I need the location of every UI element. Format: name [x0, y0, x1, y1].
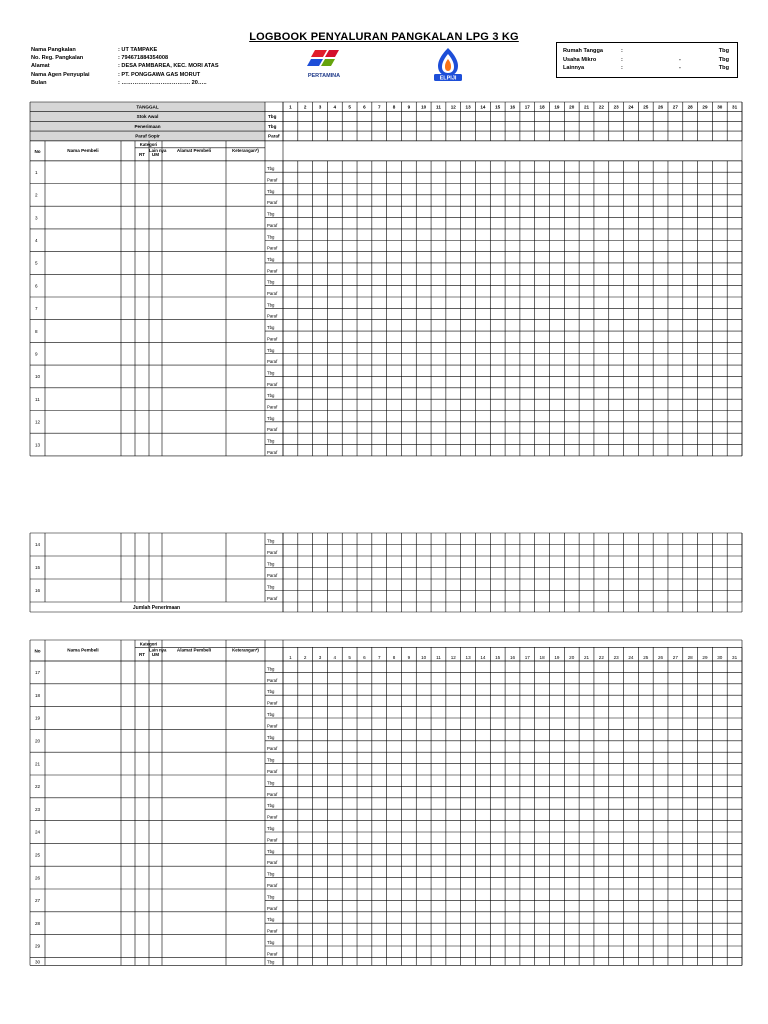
row-number: 10 — [35, 374, 41, 380]
header-nama: Nama Pembeli — [67, 147, 99, 153]
row-number: 12 — [35, 419, 41, 425]
day-number: 23 — [613, 104, 619, 110]
unit-tbg: Tbg — [267, 757, 275, 763]
unit-tbg: Tbg — [267, 347, 275, 353]
unit-tbg: Tbg — [267, 848, 275, 854]
day-number: 29 — [702, 654, 708, 660]
day-number: 7 — [377, 654, 381, 660]
row-number: 25 — [35, 852, 41, 858]
day-number: 26 — [658, 654, 664, 660]
row-number: 16 — [35, 588, 41, 594]
unit-paraf: Paraf — [267, 883, 278, 888]
unit-tbg: Tbg — [267, 302, 275, 308]
row-number: 5 — [35, 260, 38, 266]
category-label: Rumah Tangga — [563, 48, 603, 54]
unit-tbg: Tbg — [267, 780, 275, 786]
day-number: 13 — [465, 104, 471, 110]
day-number: 22 — [598, 104, 604, 110]
unit-tbg: Tbg — [267, 325, 275, 331]
unit-tbg: Tbg — [267, 370, 275, 376]
row-number: 19 — [35, 715, 41, 721]
info-value: : ………………………………. 20….. — [118, 79, 207, 86]
day-number: 19 — [554, 654, 560, 660]
unit-tbg: Tbg — [267, 538, 275, 544]
row-number: 3 — [35, 215, 38, 221]
unit-paraf: Paraf — [267, 245, 278, 251]
day-number: 7 — [377, 104, 381, 110]
category-dash: - — [679, 65, 681, 71]
header-ket: Keterangan*) — [232, 647, 259, 653]
unit-tbg: Tbg — [267, 188, 275, 194]
header-rt: RT — [138, 151, 146, 157]
day-number: 15 — [495, 104, 501, 110]
unit-paraf: Paraf — [267, 381, 278, 387]
day-number: 9 — [407, 104, 411, 110]
day-number: 24 — [628, 104, 634, 110]
info-label: No. Reg. Pangkalan — [31, 55, 84, 62]
unit-paraf: Paraf — [267, 291, 278, 296]
day-number: 18 — [539, 654, 545, 660]
day-number: 24 — [628, 654, 634, 660]
unit-paraf: Paraf — [267, 769, 278, 774]
day-number: 15 — [495, 654, 501, 660]
unit-paraf: Paraf — [267, 905, 278, 911]
top-row-label: TANGGAL — [136, 104, 159, 110]
day-number: 26 — [658, 104, 664, 110]
top-row-unit: Paraf — [268, 133, 280, 139]
header-um: UM — [151, 151, 160, 157]
category-label: Lainnya — [563, 65, 585, 71]
header-ket: Keterangan*) — [232, 147, 259, 153]
day-number: 4 — [333, 104, 337, 110]
unit-tbg: Tbg — [267, 803, 275, 809]
day-number: 11 — [436, 654, 441, 660]
row-number: 24 — [35, 829, 41, 835]
info-label: Alamat — [31, 63, 50, 70]
day-number: 30 — [717, 654, 723, 660]
category-unit: Tbg — [718, 65, 729, 71]
info-value: : UT TAMPAKE — [118, 47, 158, 53]
category-colon: : — [621, 65, 623, 71]
day-number: 21 — [583, 104, 590, 110]
unit-tbg: Tbg — [267, 234, 275, 240]
unit-tbg: Tbg — [267, 940, 275, 945]
unit-paraf: Paraf — [267, 313, 278, 319]
day-number: 17 — [524, 104, 530, 110]
day-number: 25 — [643, 104, 649, 110]
day-number: 1 — [289, 104, 292, 110]
day-number: 8 — [392, 654, 396, 660]
row-number: 7 — [35, 306, 38, 312]
unit-tbg: Tbg — [267, 712, 275, 717]
row-number: 8 — [35, 328, 38, 334]
header-nama: Nama Pembeli — [67, 647, 99, 653]
unit-paraf: Paraf — [267, 550, 278, 555]
row-number: 9 — [35, 351, 38, 357]
day-number: 6 — [363, 104, 366, 110]
day-number: 3 — [318, 654, 322, 660]
day-number: 4 — [333, 654, 337, 660]
unit-paraf: Paraf — [267, 200, 278, 206]
day-number: 12 — [450, 104, 456, 110]
row-number: 11 — [35, 396, 40, 402]
page-title: LOGBOOK PENYALURAN PANGKALAN LPG 3 KG — [249, 31, 519, 43]
elpiji-logo-text: ELPIJI — [439, 75, 457, 82]
day-number: 1 — [289, 654, 292, 660]
unit-paraf: Paraf — [267, 860, 278, 866]
unit-tbg: Tbg — [267, 415, 275, 421]
jumlah-penerimaan-label: Jumlah Penerimaan — [132, 605, 181, 611]
unit-paraf: Paraf — [267, 427, 278, 433]
unit-tbg: Tbg — [267, 561, 275, 567]
row-number: 4 — [35, 237, 38, 243]
day-number: 25 — [643, 654, 649, 660]
day-number: 16 — [509, 654, 516, 660]
category-colon: : — [621, 56, 623, 63]
day-number: 28 — [687, 654, 693, 660]
unit-tbg: Tbg — [267, 871, 275, 877]
day-number: 28 — [687, 104, 693, 110]
unit-tbg: Tbg — [267, 734, 275, 740]
unit-tbg: Tbg — [267, 826, 275, 831]
unit-paraf: Paraf — [267, 449, 278, 455]
row-number: 22 — [35, 784, 41, 790]
info-label: Nama Pangkalan — [31, 47, 76, 53]
day-number: 10 — [421, 104, 427, 110]
unit-paraf: Paraf — [267, 404, 278, 410]
unit-tbg: Tbg — [267, 438, 275, 444]
header-no: No — [34, 148, 41, 154]
unit-tbg: Tbg — [267, 211, 275, 217]
row-number: 27 — [35, 898, 41, 904]
day-number: 8 — [392, 104, 396, 110]
day-number: 22 — [598, 654, 604, 660]
unit-tbg: Tbg — [267, 666, 275, 672]
header-lain: Lain nya — [149, 147, 167, 153]
unit-tbg: Tbg — [267, 689, 275, 695]
unit-paraf: Paraf — [267, 573, 278, 578]
day-number: 9 — [407, 654, 411, 660]
header-um: UM — [151, 651, 160, 657]
unit-tbg: Tbg — [267, 393, 275, 399]
header-rt: RT — [138, 651, 146, 657]
unit-paraf: Paraf — [267, 951, 278, 957]
category-unit: Tbg — [718, 56, 729, 63]
unit-tbg: Tbg — [267, 279, 275, 285]
category-dash: - — [679, 56, 681, 63]
day-number: 6 — [363, 654, 366, 660]
unit-tbg: Tbg — [267, 584, 275, 590]
row-number: 17 — [35, 670, 41, 676]
row-number: 15 — [35, 565, 41, 571]
unit-tbg: Tbg — [267, 166, 275, 172]
day-number: 31 — [732, 654, 738, 660]
top-row-unit: Tbg — [268, 123, 277, 129]
day-number: 31 — [732, 104, 738, 110]
unit-tbg: Tbg — [267, 256, 275, 262]
day-number: 16 — [509, 104, 516, 110]
pertamina-logo-text: PERTAMINA — [307, 73, 341, 79]
row-number: 18 — [35, 692, 41, 698]
unit-paraf: Paraf — [267, 596, 278, 601]
day-number: 29 — [702, 104, 708, 110]
header-no: No — [34, 648, 41, 654]
top-row-label: Stok Awal — [136, 114, 159, 120]
row-number: 6 — [35, 283, 38, 289]
day-number: 5 — [348, 104, 351, 110]
day-number: 13 — [465, 654, 471, 660]
info-value: : 794671884354008 — [118, 55, 169, 62]
unit-paraf: Paraf — [267, 677, 278, 683]
category-colon: : — [621, 48, 623, 54]
day-number: 20 — [569, 104, 575, 110]
day-number: 11 — [436, 104, 441, 110]
unit-paraf: Paraf — [267, 928, 278, 934]
info-label: Bulan — [31, 79, 47, 86]
row-number: 2 — [35, 192, 38, 198]
day-number: 5 — [348, 654, 351, 660]
unit-paraf: Paraf — [267, 336, 278, 342]
top-row-label: Penerimaan — [134, 123, 161, 129]
row-number: 21 — [35, 761, 41, 767]
unit-paraf: Paraf — [267, 837, 278, 843]
header-kategori: Kategori — [139, 142, 158, 148]
unit-paraf: Paraf — [267, 746, 278, 752]
unit-paraf: Paraf — [267, 791, 278, 797]
day-number: 27 — [672, 654, 678, 660]
unit-paraf: Paraf — [267, 359, 278, 365]
row-number: 23 — [35, 806, 41, 812]
row-number: 13 — [35, 442, 41, 448]
unit-paraf: Paraf — [267, 268, 278, 274]
info-value: : DESA PAMBAREA, KEC. MORI ATAS — [118, 63, 219, 70]
row-number: 20 — [35, 738, 41, 744]
row-number: 1 — [35, 169, 38, 175]
day-number: 3 — [318, 104, 322, 110]
unit-paraf: Paraf — [267, 177, 278, 183]
day-number: 10 — [421, 654, 427, 660]
unit-paraf: Paraf — [267, 222, 278, 228]
day-number: 14 — [480, 654, 486, 660]
category-unit: Tbg — [718, 48, 729, 54]
day-number: 12 — [450, 654, 456, 660]
day-number: 2 — [303, 104, 307, 110]
day-number: 2 — [303, 654, 307, 660]
day-number: 23 — [613, 654, 619, 660]
unit-tbg: Tbg — [267, 917, 275, 923]
category-label: Usaha Mikro — [563, 56, 597, 63]
day-number: 14 — [480, 104, 486, 110]
info-label: Nama Agen Penyuplai — [31, 71, 90, 78]
header-kategori: Kategori — [139, 641, 158, 647]
day-number: 20 — [569, 654, 575, 660]
row-number: 28 — [35, 920, 41, 926]
row-number: 29 — [35, 943, 41, 949]
top-row-label: Paraf Sopir — [135, 133, 160, 139]
unit-paraf: Paraf — [267, 723, 278, 729]
row-number: 14 — [35, 542, 41, 548]
row-number: 30 — [35, 959, 41, 965]
day-number: 17 — [524, 654, 530, 660]
day-number: 18 — [539, 104, 545, 110]
day-number: 30 — [717, 104, 723, 110]
unit-tbg: Tbg — [267, 894, 275, 900]
row-number: 26 — [35, 875, 41, 881]
unit-tbg: Tbg — [267, 959, 275, 965]
header-lain: Lain nya — [149, 647, 167, 653]
header-alamat: Alamat Pembeli — [176, 647, 212, 653]
day-number: 19 — [554, 104, 560, 110]
unit-paraf: Paraf — [267, 700, 278, 706]
day-number: 27 — [672, 104, 678, 110]
info-value: : PT. PONGGAWA GAS MORUT — [118, 71, 201, 78]
header-alamat: Alamat Pembeli — [176, 147, 212, 153]
top-row-unit: Tbg — [268, 114, 277, 120]
day-number: 21 — [583, 654, 590, 660]
unit-paraf: Paraf — [267, 814, 278, 820]
